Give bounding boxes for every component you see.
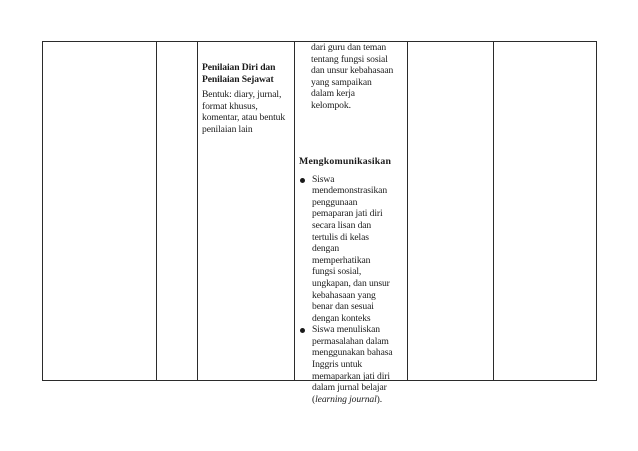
bullet-line: tertulis di kelas	[312, 231, 369, 243]
bullet-line: mendemonstrasikan	[312, 185, 388, 197]
assessment-cell	[202, 62, 292, 136]
bullet-dot-icon	[300, 328, 305, 333]
learning-journal-term: learning journal	[315, 393, 377, 405]
bullet-line: penggunaan	[312, 196, 358, 208]
activity-intro-line: dan unsur kebahasaan	[311, 65, 394, 77]
bullet-line: Inggris untuk	[312, 359, 363, 371]
bullet-line: Siswa	[312, 173, 335, 185]
activity-cell	[299, 42, 405, 405]
bullet-line: secara lisan dan	[312, 219, 372, 231]
activity-bullet-list	[299, 174, 405, 406]
bullet-last-line	[312, 394, 405, 406]
bullet-line: permasalahan dalam	[312, 335, 389, 347]
bullet-item	[299, 324, 405, 405]
assessment-form-line: komentar, atau bentuk	[202, 112, 286, 124]
assessment-form-line: format khusus,	[202, 100, 258, 112]
column-divider-2	[197, 41, 198, 381]
document-table	[42, 41, 597, 405]
activity-intro-line: tentang fungsi sosial	[311, 53, 388, 65]
bullet-line: memperhatikan	[312, 254, 371, 266]
bullet-line: menggunakan bahasa	[312, 347, 393, 359]
activity-intro-line: dalam kerja	[311, 88, 355, 100]
activity-intro-line: yang sampaikan	[311, 76, 372, 88]
assessment-form	[202, 89, 292, 135]
assessment-form-line: Bentuk: diary, jurnal,	[202, 89, 282, 101]
bullet-line: dengan konteks	[312, 312, 371, 324]
bullet-line: kebahasaan yang	[312, 289, 376, 301]
table-right-border	[596, 41, 597, 381]
bullet-line: dengan	[312, 243, 340, 255]
paren-close: ).	[376, 393, 383, 405]
column-divider-4	[407, 41, 408, 381]
bullet-line: memaparkan jati diri	[312, 370, 390, 382]
bullet-line: ungkapan, dan unsur	[312, 277, 390, 289]
assessment-title-line: Penilaian Diri dan	[202, 62, 276, 73]
bullet-line: benar dan sesuai	[312, 301, 374, 313]
column-divider-5	[493, 41, 494, 381]
assessment-form-line: penilaian lain	[202, 123, 253, 135]
activity-intro-line: dari guru dan teman	[311, 42, 387, 53]
activity-intro-line: kelompok.	[311, 99, 351, 111]
section-title: Mengkomunikasikan	[299, 155, 392, 167]
bullet-line: dalam jurnal belajar	[312, 382, 387, 394]
table-left-border	[42, 41, 43, 381]
column-divider-1	[156, 41, 157, 381]
bullet-line: Siswa menuliskan	[312, 324, 380, 336]
paren-open: (	[312, 393, 316, 405]
bullet-dot-icon	[300, 178, 305, 183]
assessment-title-line: Penilaian Sejawat	[202, 73, 274, 85]
bullet-line: pemaparan jati diri	[312, 208, 383, 220]
assessment-title	[202, 62, 292, 85]
column-divider-3	[294, 41, 295, 381]
bullet-line: fungsi sosial,	[312, 266, 362, 278]
activity-intro	[299, 42, 405, 112]
bullet-item	[299, 174, 405, 325]
